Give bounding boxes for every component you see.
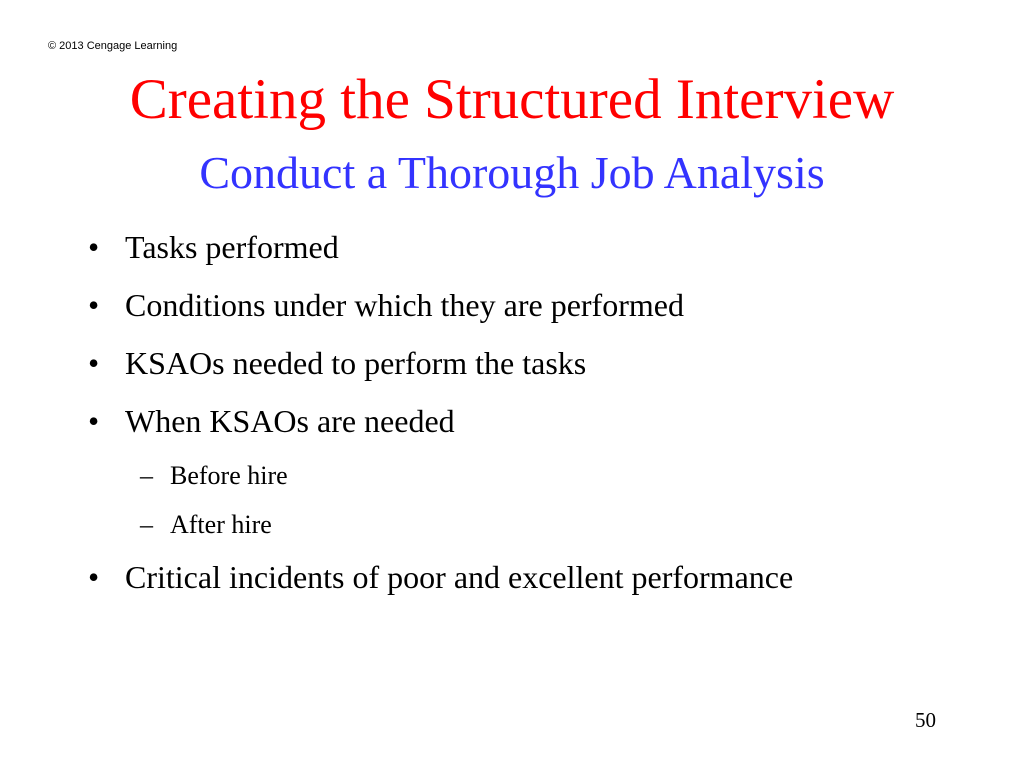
sub-bullet-text: After hire [170, 510, 272, 539]
sub-bullet-item [88, 460, 948, 492]
bullet-dot-icon: • [88, 287, 100, 323]
bullet-item [88, 344, 948, 382]
dash-icon: – [140, 461, 153, 490]
sub-bullet-text: Before hire [170, 461, 288, 490]
bullet-text: Conditions under which they are performed [125, 287, 684, 323]
bullet-dot-icon: • [88, 345, 100, 381]
page-number: 50 [915, 708, 936, 732]
dash-icon: – [140, 510, 153, 539]
bullet-text: KSAOs needed to perform the tasks [125, 345, 587, 381]
bullet-dot-icon: • [88, 403, 100, 439]
copyright-notice: © 2013 Cengage Learning [48, 40, 178, 52]
bullet-item [88, 402, 948, 440]
bullet-text: Critical incidents of poor and excellent performance [125, 559, 794, 595]
slide-title: Creating the Structured Interview [129, 68, 895, 131]
slide-subtitle: Conduct a Thorough Job Analysis [199, 147, 825, 198]
bullet-text: When KSAOs are needed [125, 403, 455, 439]
bullet-item [88, 286, 948, 324]
bullet-list [88, 228, 948, 616]
sub-bullet-item [88, 509, 948, 541]
bullet-dot-icon: • [88, 229, 100, 265]
bullet-item [88, 228, 948, 266]
bullet-text: Tasks performed [125, 229, 339, 265]
bullet-item [88, 558, 948, 596]
bullet-dot-icon: • [88, 559, 100, 595]
